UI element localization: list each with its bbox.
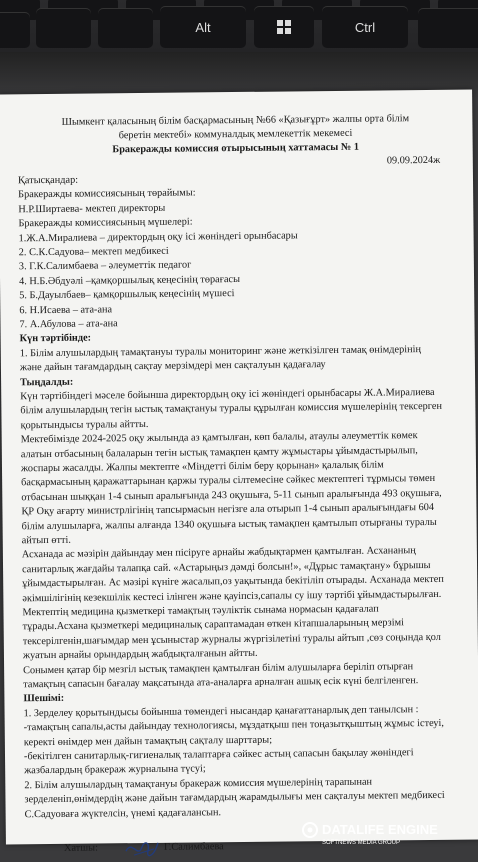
- body-line: 3. Г.К.Салимбаева – әлеуметтік педагог: [18, 259, 192, 273]
- doc-header-line-1: Шымкент қаласының білім басқармасының №66 «Қазығұрт» жалпы орта білім: [61, 113, 410, 128]
- body-line: қорытындысы туралы айтты.: [20, 418, 149, 432]
- keyboard-background: [0, 0, 478, 100]
- body-line: 1. Зерделеу қорытындысы бойынша төмендегі нысандар қанағаттанарлық деп танылсын :: [23, 703, 419, 720]
- key-small-right: [418, 8, 478, 48]
- body-line: Қатысқандар:: [17, 174, 79, 187]
- body-line: әкімшілігінің кезекшілік кестесі ілінген және қауіпсіз,сапалы су ішу тәртібі ұйымдастырылған.: [22, 588, 442, 604]
- key-windows: [254, 6, 314, 48]
- body-line: Н.Р.Ширтаева- мектеп директоры: [18, 202, 166, 216]
- body-line: Бракеражды комиссиясының төрайымы:: [18, 187, 196, 201]
- body-line: 2. С.К.Садуова– мектеп медбикесі: [18, 245, 169, 259]
- key-small-3: [98, 8, 153, 48]
- body-line: Күн тәртібінде:: [19, 332, 92, 345]
- body-line: айтып өтті.: [21, 534, 71, 547]
- watermark-logo: [300, 818, 470, 846]
- body-line: Асханада ас мәзірін дайындау мен пісіруге арнайы жабдықтармен қамтылған. Асхананың: [21, 545, 416, 561]
- watermark-text: DATALIFE ENGINE: [322, 822, 438, 837]
- body-line: 1. Білім алушылардың тамақтануы туралы мониторинг және жеткізілген тамақ өнімдерінің: [19, 343, 422, 360]
- body-line: Мектебімізде 2024-2025 оқу жылында аз қамтылған, көп балалы, атаулы әлеуметтік көмек: [20, 430, 418, 446]
- body-line: 1.Ж.А.Миралиева – директордың оқу ісі жөніндегі орынбасары: [18, 229, 298, 244]
- body-line: керекті өнімдер мен дайын тамақтың сақталу шарттары;: [23, 734, 273, 748]
- doc-date: 09.09.2024ж: [386, 154, 441, 167]
- paper-document: [0, 90, 478, 854]
- body-line: тексерілгенін,шағымдар мен ұсыныстар журналы жүргізілетіні туралы айтып ,сөз соңында қол: [22, 631, 441, 648]
- key-alt: Alt: [160, 6, 246, 48]
- body-line: жоспары жасалды. Жалпы мектепте «Міндетті білім беру қорынан» қалалық білім: [20, 459, 384, 475]
- body-line: санитарлық жағдайы талапқа сай. «Астарыңыз дәмді болсын!», «Дұрыс тамақтану» бұрышы: [22, 559, 431, 576]
- body-line: отбасынан шыққан 1-4 сынып аралығында 243 оқушыға, 5-11 сынып аралығында 493 оқушыға,: [21, 487, 442, 504]
- body-line: Мектептің медицина қызметкері тамақтың тәуліктік сынама нормасын қадағалап: [22, 603, 379, 619]
- body-line: -бекітілген санитарлық-гигиеналық талаптарға сәйкес астың сапасын бақылау жөніндегі: [23, 747, 414, 763]
- body-line: тамақтың сапасын бағалау мақсатында ата-аналарға арналған ашық есік күні белгіленген.: [23, 675, 419, 691]
- body-line: Шешімі:: [23, 693, 65, 705]
- windows-logo-icon: [277, 20, 291, 34]
- signature-name: Г.Салимбаева: [163, 841, 224, 853]
- body-line: басқармасының қаражаттарынан қаржы туралы сілтемесіне сәйкес мектептегі тұрмысы төмен: [21, 473, 436, 489]
- watermark-subtext: SOFTNEWS MEDIA GROUP: [322, 840, 401, 846]
- body-line: және дайын тағамдардың сақтау мерзімдері мен сақталуын қадағалау: [19, 359, 326, 374]
- body-line: білім алушыларға, жалпы алғанда 1340 оқушыға ыстық тамақпен қамтылып отырғаны туралы: [21, 516, 437, 532]
- body-line: С.Садуоваға жүктелсін, үнемі қадағалансын.: [24, 806, 222, 820]
- body-line: ұйымдастырылған. Ас мәзірі күніге жасалып,оз уақытында бекітіліп отырады. Асханада мектеп: [22, 574, 444, 590]
- key-ctrl: Ctrl: [322, 6, 408, 48]
- body-line: 6. Н.Исаева – ата-ана: [19, 303, 113, 316]
- body-line: 2. Білім алушылардың тамақтануы бракераж комиссия мүшелерінің тарапынан: [24, 776, 373, 792]
- body-line: 7. А.Абулова – ата-ана: [19, 318, 118, 331]
- body-line: зерделеніп,өнімдердің және дайын тағамдардың жарамдылығы мен сақталуы мектеп медбикесі: [24, 790, 445, 806]
- body-line: Тыңдалды:: [20, 376, 74, 388]
- signature-label: Хатшы:: [63, 842, 98, 854]
- body-line: жазбалардың бракераж журналына түсуі;: [24, 763, 206, 777]
- body-line: жуатын арнайы орындардың жабдықталғанын айтты.: [22, 648, 258, 662]
- body-line: білім алушылардың тегін ыстық тамақтануы туралы құрылған комиссия мүшелерінің тексерген: [20, 401, 443, 417]
- body-line: Бракеражды комиссиясының мүшелері:: [18, 216, 193, 230]
- doc-title: Бракеражды комиссия отырысының хаттамасы № 1: [112, 141, 360, 156]
- body-line: -тамақтың сапалы,асты дайындау технологиясы, мұздатқыш пен тоңазытқыштың жұмыс істеуі,: [23, 718, 445, 734]
- body-line: Сонымен қатар бір мезгіл ыстық тамақпен қамтылған білім алушыларға беріліп отырған: [23, 660, 414, 676]
- body-line: ҚР Оқу ағарту министрлігінің тапсырмасын негізге ала отырып 1-4 сынып аралығындағы 604: [21, 502, 435, 518]
- body-line: 5. Б.Дауылбаев– қамқоршылық кеңесінің мүшесі: [19, 288, 235, 302]
- signature-mark: [124, 837, 160, 861]
- key-small-1: [0, 12, 30, 48]
- body-line: алатын отбасының балаларын тегін ыстық тамақпен қамту жұмыстары ұйымдастырылып,: [20, 444, 418, 460]
- doc-header-line-2: беретін мектебі» коммуналдық мемлекеттік мекемесі: [118, 127, 353, 142]
- key-small-2: [36, 8, 91, 48]
- body-line: тұрады.Асхана қызметкері медициналық сараптамадан өткен кітапшаларының мерзімі: [22, 617, 404, 633]
- body-line: Күн тәртібіндегі мәселе бойынша директордың оқу ісі жөніндегі орынбасары Ж.А.Миралиева: [20, 386, 435, 403]
- body-line: 4. Н.Б.Әбдуәлі –қамқоршылық кеңесінің төрағасы: [18, 273, 241, 288]
